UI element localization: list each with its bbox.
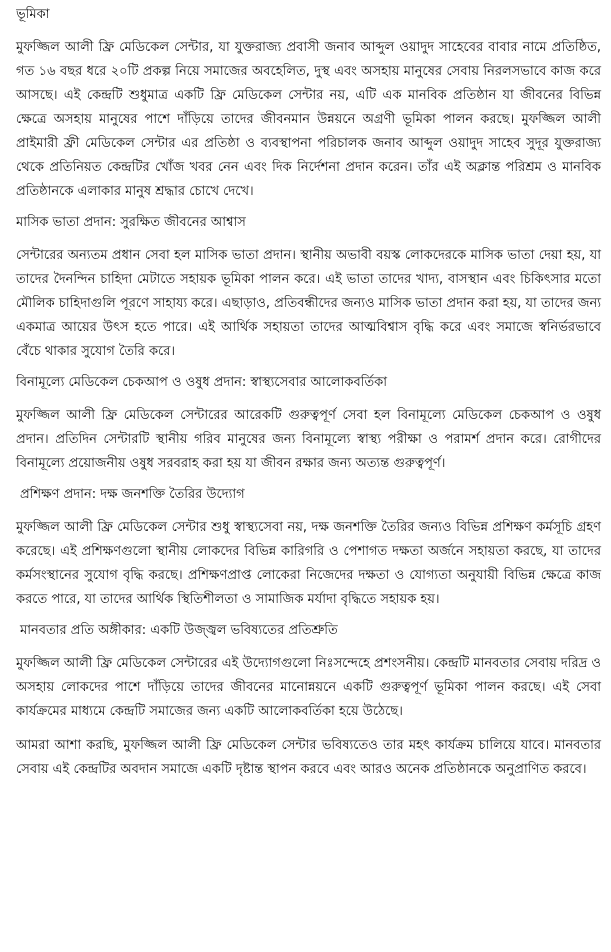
humanity-commitment-heading: মানবতার প্রতি অঙ্গীকার: একটি উজ্জ্বল ভবিষ্যতের প্রতিশ্রুতি: [20, 623, 338, 638]
intro-paragraph: মুফজ্জিল আলী ফ্রি মেডিকেল সেন্টার, যা যুক্তরাজ্য প্রবাসী জনাব আব্দুল ওয়াদুদ সাহেবের বাবার নামে প্রতিষ্ঠিত, গত ১৬ বছর ধরে ২০টি প্রকল্প নিয়ে সমাজের অবহেলিত, দুস্থ এবং অসহায় মানুষের সেবায় নিরলসভাবে কাজ করে আসছে। এই কেন্দ্রটি শুধুমাত্র একটি ফ্রি মেডিকেল সেন্টার নয়, এটি এক মানবিক প্রতিষ্ঠান যা জীবনের বিভিন্ন ক্ষেত্রে অসহায় মানুষের পাশে দাঁড়িয়ে তাদের জীবনমান উন্নয়নে অগ্রণী ভূমিকা পালন করছে। মুফজ্জিল আলী প্রাইমারী ফ্রী মেডিকেল সেন্টার এর প্রতিষ্ঠা ও ব্যবস্থাপনা পরিচালক জনাব আব্দুল ওয়াদুদ সাহেব সুদূর যুক্তরাজ্য থেকে প্রতিনিয়ত কেন্দ্রটির খোঁজ খবর নেন এবং দিক নির্দেশনা প্রদান করেন। তাঁর এই অক্লান্ত পরিশ্রম ও মানবিক প্রতিষ্ঠানকে এলাকার মানুষ শ্রদ্ধার চোখে দেখে।: [16, 40, 601, 199]
monthly-allowance-paragraph: সেন্টারের অন্যতম প্রধান সেবা হল মাসিক ভাতা প্রদান। স্থানীয় অভাবী বয়স্ক লোকদেরকে মাসিক ভাতা দেয়া হয়, যা তাদের দৈনন্দিন চাহিদা মেটাতে সহায়ক ভূমিকা পালন করে। এই ভাতা তাদের খাদ্য, বাসস্থান এবং চিকিৎসার মতো মৌলিক চাহিদাগুলি পূরণে সাহায্য করে। এছাড়াও, প্রতিবন্ধীদের জন্যও মাসিক ভাতা প্রদান করা হয়, যা তাদের জন্য একমাত্র আয়ের উৎস হতে পারে। এই আর্থিক সহায়তা তাদের আত্মবিশ্বাস বৃদ্ধি করে এবং সমাজে স্বনির্ভরভাবে বেঁচে থাকার সুযোগ তৈরি করে।: [16, 248, 601, 359]
intro-heading: ভূমিকা: [16, 7, 50, 22]
training-paragraph: মুফজ্জিল আলী ফ্রি মেডিকেল সেন্টার শুধু স্বাস্থ্যসেবা নয়, দক্ষ জনশক্তি তৈরির জন্যও বিভিন্ন প্রশিক্ষণ কর্মসূচি গ্রহণ করেছে। এই প্রশিক্ষণগুলো স্থানীয় লোকদের বিভিন্ন কারিগরি ও পেশাগত দক্ষতা অর্জনে সহায়তা করছে, যা তাদের কর্মসংস্থানের সুযোগ বৃদ্ধি করছে। প্রশিক্ষণপ্রাপ্ত লোকেরা নিজেদের দক্ষতা ও যোগ্যতা অনুযায়ী বিভিন্ন ক্ষেত্রে কাজ করতে পারে, যা তাদের আর্থিক স্থিতিশীলতা ও সামাজিক মর্যাদা বৃদ্ধিতে সহায়ক হয়।: [16, 520, 601, 607]
free-checkup-paragraph: মুফজ্জিল আলী ফ্রি মেডিকেল সেন্টারের আরেকটি গুরুত্বপূর্ণ সেবা হল বিনামূল্যে মেডিকেল চেকআপ ও ওষুধ প্রদান। প্রতিদিন সেন্টারটি স্থানীয় গরিব মানুষের জন্য বিনামূল্যে স্বাস্থ্য পরীক্ষা ও পরামর্শ প্রদান করে। রোগীদের বিনামূল্যে প্রয়োজনীয় ওষুধ সরবরাহ করা হয় যা জীবন রক্ষার জন্য অত্যন্ত গুরুত্বপূর্ণ।: [16, 408, 601, 471]
training-heading: প্রশিক্ষণ প্রদান: দক্ষ জনশক্তি তৈরির উদ্যোগ: [20, 487, 245, 502]
humanity-commitment-paragraph: মুফজ্জিল আলী ফ্রি মেডিকেল সেন্টারের এই উদ্যোগগুলো নিঃসন্দেহে প্রশংসনীয়। কেন্দ্রটি মানবতার সেবায় দরিদ্র ও অসহায় লোকদের পাশে দাঁড়িয়ে তাদের জীবনের মানোন্নয়নে একটি গুরুত্বপূর্ণ ভূমিকা পালন করছে। এই সেবা কার্যক্রমের মাধ্যমে কেন্দ্রটি সমাজের জন্য একটি আলোকবর্তিকা হয়ে উঠেছে।: [16, 656, 601, 719]
free-checkup-heading: বিনামূল্যে মেডিকেল চেকআপ ও ওষুধ প্রদান: স্বাস্থ্যসেবার আলোকবর্তিকা: [16, 375, 388, 390]
monthly-allowance-heading: মাসিক ভাতা প্রদান: সুরক্ষিত জীবনের আশ্বাস: [16, 215, 246, 230]
closing-paragraph: আমরা আশা করছি, মুফজ্জিল আলী ফ্রি মেডিকেল সেন্টার ভবিষ্যতেও তার মহৎ কার্যক্রম চালিয়ে যাবে। মানবতার সেবায় এই কেন্দ্রটির অবদান সমাজে একটি দৃষ্টান্ত স্থাপন করবে এবং আরও অনেক প্রতিষ্ঠানকে অনুপ্রাণিত করবে।: [16, 738, 601, 777]
